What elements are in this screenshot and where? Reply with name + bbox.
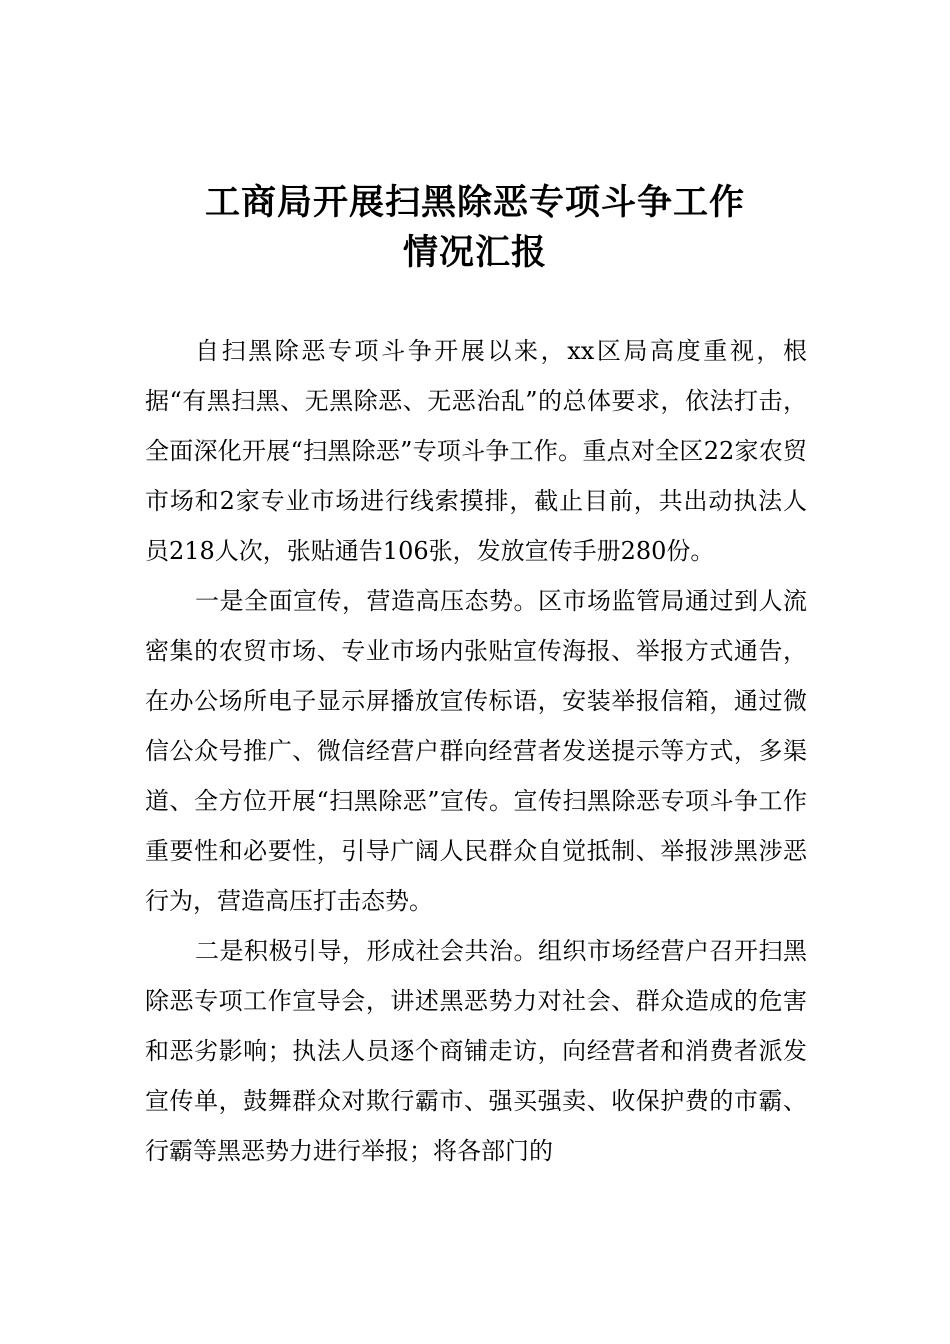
document-title (0, 178, 950, 278)
paragraph-guidance: 二是积极引导，形成社会共治。组织市场经营户召开扫黑除恶专项工作宣导会，讲述黑恶势力对社会、群众造成的危害和恶劣影响；执法人员逐个商铺走访，向经营者和消费者派发宣传单，鼓舞群众对欺行霸市、强买强卖、收保护费的市霸、行霸等黑恶势力进行举报；将各部门的 (145, 937, 807, 1165)
paragraph-publicity: 一是全面宣传，营造高压态势。区市场监管局通过到人流密集的农贸市场、专业市场内张贴宣传海报、举报方式通告，在办公场所电子显示屏播放宣传标语，安装举报信箱，通过微信公众号推广、微信经营户群向经营者发送提示等方式，多渠道、全方位开展“扫黑除恶”宣传。宣传扫黑除恶专项斗争工作重要性和必要性，引导广阔人民群众自觉抵制、举报涉黑涉恶行为，营造高压打击态势。 (145, 587, 807, 915)
paragraph-intro: 自扫黑除恶专项斗争开展以来，xx区局高度重视，根据“有黑扫黑、无黑除恶、无恶治乱”的总体要求，依法打击，全面深化开展“扫黑除恶”专项斗争工作。重点对全区22家农贸市场和2家专业市场进行线索摸排，截止目前，共出动执法人员218人次，张贴通告106张，发放宣传手册280份。 (145, 337, 807, 565)
document-body (145, 326, 807, 1176)
title-line-2: 情况汇报 (402, 233, 547, 273)
title-line-1: 工商局开展扫黑除恶专项斗争工作 (204, 183, 745, 223)
